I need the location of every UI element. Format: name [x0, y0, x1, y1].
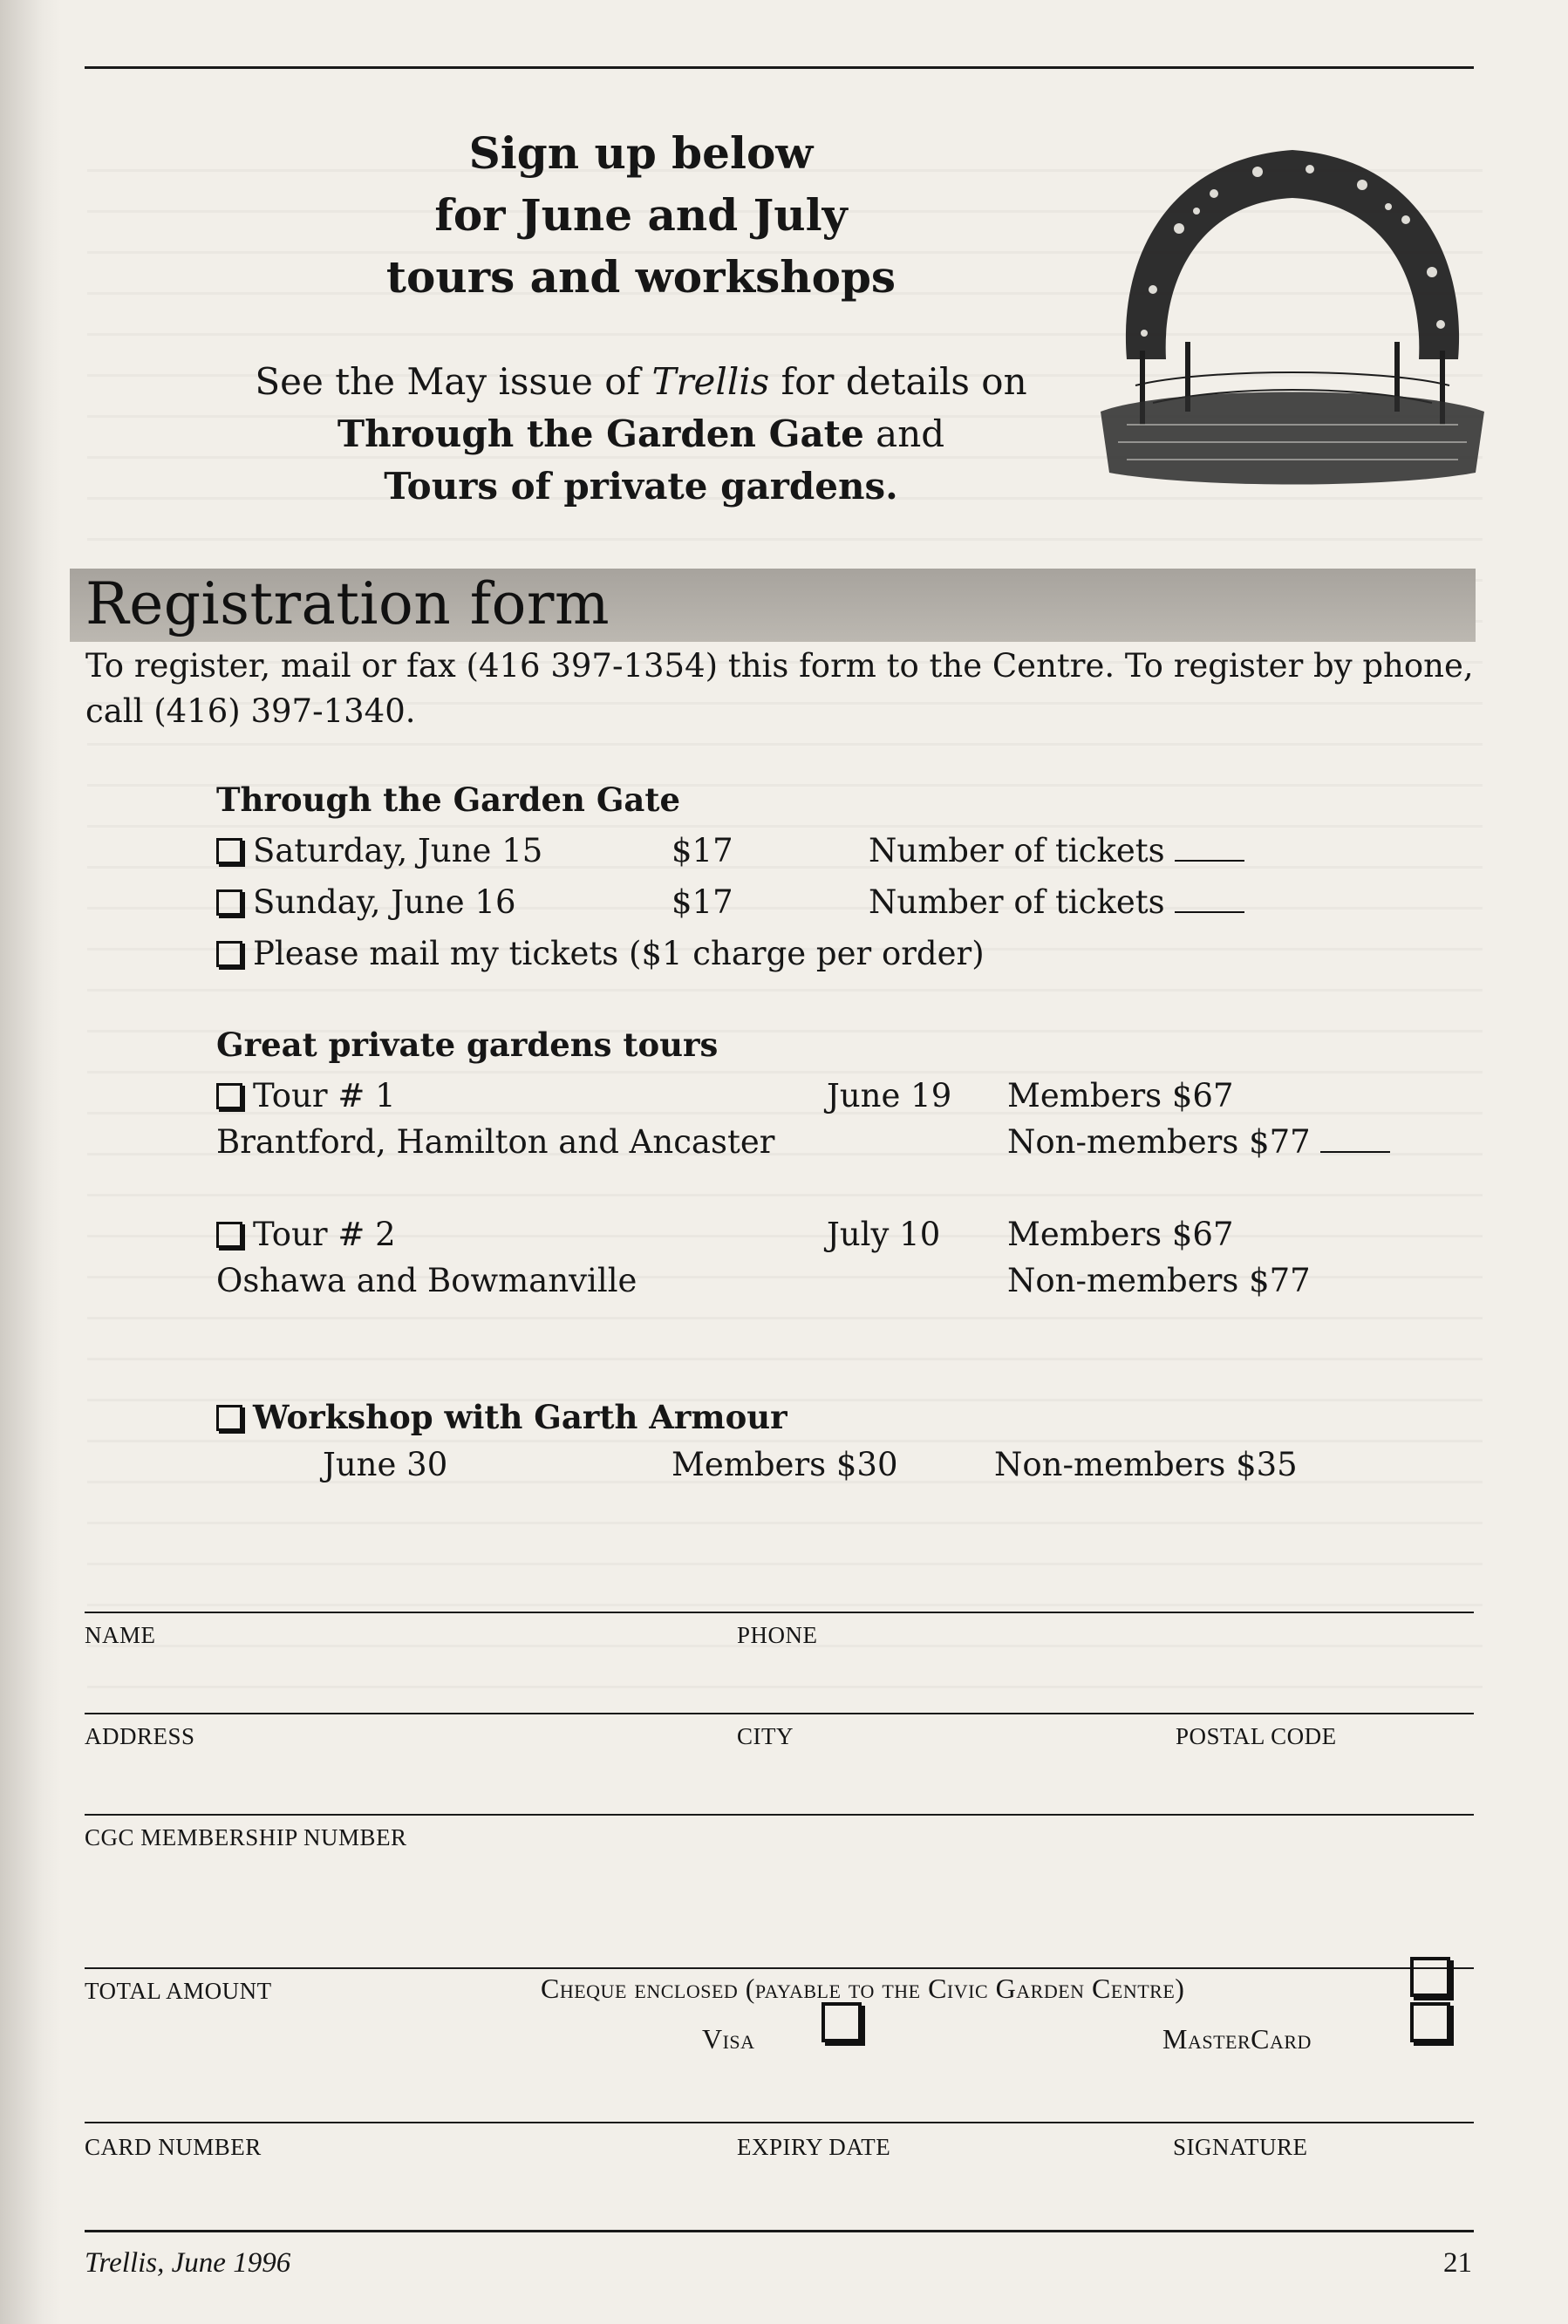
price: $17 [672, 832, 733, 869]
workshop-members-price: Members $30 [672, 1446, 898, 1483]
workshop-option[interactable] [216, 1398, 787, 1436]
address-field-label[interactable]: ADDRESS [85, 1723, 195, 1749]
mastercard-label: MasterCard [1162, 2023, 1312, 2055]
price: $17 [672, 883, 733, 921]
tour-members-price: Members $67 [1007, 1077, 1234, 1114]
field-rule [85, 1612, 1474, 1613]
card-number-field-label[interactable]: CARD NUMBER [85, 2134, 262, 2160]
tour-places: Brantford, Hamilton and Ancaster [216, 1123, 775, 1161]
tour-label: Tour # 1 [253, 1077, 396, 1114]
workshop-heading: Workshop with Garth Armour [253, 1398, 787, 1436]
tickets-blank[interactable] [1175, 860, 1244, 862]
garden-gate-row-saturday[interactable] [216, 832, 542, 869]
promo-see-line: See the May issue of Trellis for details on [255, 360, 1027, 403]
tour-date: July 10 [827, 1216, 941, 1253]
tour-date: June 19 [827, 1077, 952, 1114]
form-intro: To register, mail or fax (416 397-1354) this form to the Centre. To register by phone, call (416) 397-1340. [85, 647, 1474, 730]
field-rule [85, 2122, 1474, 2123]
visa-checkbox[interactable] [821, 2002, 862, 2042]
promo-tours-line: Tours of private gardens. [384, 465, 898, 508]
promo-heading-line: tours and workshops [385, 251, 896, 303]
tour-nonmembers-price: Non-members $77 [1007, 1262, 1311, 1299]
promo-heading [157, 122, 1125, 308]
promo-heading-line: for June and July [434, 189, 848, 241]
option-label: Please mail my tickets ($1 charge per order) [253, 935, 985, 972]
checkbox[interactable] [216, 1405, 242, 1431]
tour-1-option[interactable] [216, 1077, 396, 1114]
city-field-label[interactable]: CITY [737, 1723, 794, 1749]
checkbox[interactable] [216, 889, 242, 916]
checkbox[interactable] [216, 1083, 242, 1109]
tickets-label: Number of tickets [869, 883, 1244, 921]
postal-code-field-label[interactable]: POSTAL CODE [1176, 1723, 1337, 1749]
footer-rule [85, 2230, 1474, 2232]
tour-nonmembers-price: Non-members $77 [1007, 1123, 1390, 1161]
footer-publication: Trellis, June 1996 [85, 2247, 291, 2279]
private-tours-heading: Great private gardens tours [216, 1026, 719, 1064]
checkbox[interactable] [216, 1222, 242, 1248]
page-number: 21 [1443, 2247, 1472, 2279]
workshop-nonmembers-price: Non-members $35 [994, 1446, 1298, 1483]
mastercard-checkbox[interactable] [1410, 2002, 1450, 2042]
row-label: Sunday, June 16 [253, 883, 516, 921]
promo-garden-gate-line: Through the Garden Gate and [337, 412, 945, 455]
garden-gate-row-sunday[interactable] [216, 883, 516, 921]
promo-heading-line: Sign up below [468, 127, 814, 179]
signature-field-label[interactable]: SIGNATURE [1173, 2134, 1308, 2160]
top-rule [85, 66, 1474, 69]
tour-label: Tour # 2 [253, 1216, 396, 1253]
name-field-label[interactable]: NAME [85, 1622, 156, 1648]
field-rule [85, 1967, 1474, 1969]
expiry-date-field-label[interactable]: EXPIRY DATE [737, 2134, 891, 2160]
checkbox[interactable] [216, 838, 242, 864]
form-title: Registration form [85, 570, 610, 637]
row-label: Saturday, June 15 [253, 832, 543, 869]
field-rule [85, 1814, 1474, 1816]
tour-places: Oshawa and Bowmanville [216, 1262, 637, 1299]
quantity-blank[interactable] [1320, 1151, 1390, 1153]
workshop-date: June 30 [323, 1446, 448, 1483]
membership-field-label[interactable]: CGC MEMBERSHIP NUMBER [85, 1824, 407, 1850]
cheque-checkbox[interactable] [1410, 1957, 1450, 1997]
cheque-enclosed-label: Cheque enclosed (payable to the Civic Garden Centre) [541, 1973, 1185, 2004]
tour-members-price: Members $67 [1007, 1216, 1234, 1253]
field-rule [85, 1713, 1474, 1714]
promo-body [157, 356, 1125, 513]
mail-tickets-option[interactable] [216, 935, 985, 972]
phone-field-label[interactable]: PHONE [737, 1622, 818, 1648]
garden-gate-heading: Through the Garden Gate [216, 780, 681, 819]
total-amount-field-label[interactable]: TOTAL AMOUNT [85, 1978, 272, 2004]
visa-label: Visa [702, 2023, 755, 2055]
tickets-blank[interactable] [1175, 911, 1244, 913]
tickets-label: Number of tickets [869, 832, 1244, 869]
tour-2-option[interactable] [216, 1216, 396, 1253]
page-binding-shadow [0, 0, 61, 2324]
checkbox[interactable] [216, 941, 242, 967]
garden-arch-illustration [1101, 124, 1484, 488]
